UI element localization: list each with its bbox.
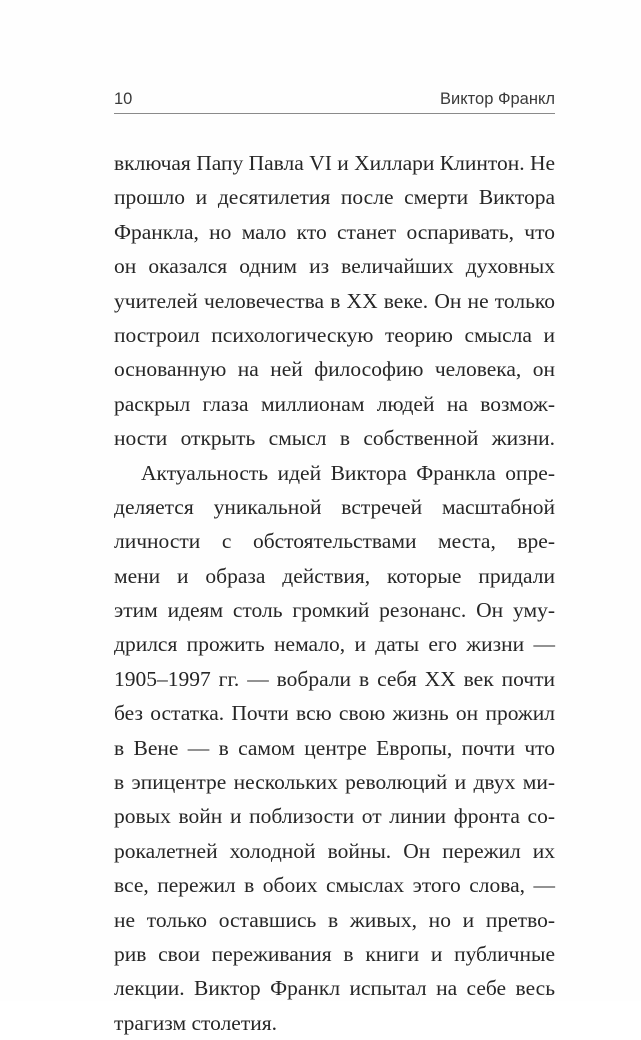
text-line: он оказался одним из величайших духовных (114, 254, 555, 279)
text-line: ровых войн и поблизости от линии фронта со- (114, 804, 555, 829)
text-line: рокалетней холодной войны. Он пережил их (114, 838, 555, 863)
text-line: в эпицентре нескольких революций и двух ми- (114, 770, 555, 795)
page-number: 10 (114, 90, 133, 108)
text-line: лекции. Виктор Франкл испытал на себе весь (114, 976, 555, 1001)
text-line: дрился прожить немало, и даты его жизни — (114, 632, 555, 657)
running-head (114, 86, 555, 114)
body-text (114, 146, 555, 1040)
text-line: не только оставшись в живых, но и претво- (114, 907, 555, 932)
text-line: Франкла, но мало кто станет оспаривать, что (114, 219, 555, 244)
paragraph-1 (114, 146, 555, 456)
running-title: Виктор Франкл (440, 90, 555, 108)
text-line: этим идеям столь громкий резонанс. Он уму- (114, 598, 555, 623)
text-line: деляется уникальной встречей масштабной (114, 494, 555, 519)
text-line: в Вене — в самом центре Европы, почти что (114, 735, 555, 760)
text-line: основанную на ней философию человека, он (114, 357, 555, 382)
text-line: трагизм столетия. (114, 1010, 278, 1035)
text-line: без остатка. Почти всю свою жизнь он прожил (114, 701, 555, 726)
text-line: рив свои переживания в книги и публичные (114, 941, 555, 966)
text-line: раскрыл глаза миллионам людей на возмож- (114, 391, 555, 416)
paragraph-2 (114, 456, 555, 1040)
text-line: личности с обстоятельствами места, вре- (114, 529, 555, 554)
text-line: все, пережил в обоих смыслах этого слова, — (114, 873, 555, 898)
text-line: Актуальность идей Виктора Франкла опре- (141, 460, 555, 485)
text-line: построил психологическую теорию смысла и (114, 322, 555, 347)
text-line: 1905–1997 гг. — вобрали в себя XX век почти (114, 666, 555, 691)
text-line: включая Папу Павла VI и Хиллари Клинтон. Не (114, 151, 556, 175)
text-line: прошло и десятилетия после смерти Виктора (114, 185, 555, 210)
text-line: учителей человечества в XX веке. Он не только (114, 288, 555, 313)
text-line: мени и образа действия, которые придали (114, 563, 555, 588)
text-line: ности открыть смысл в собственной жизни. (114, 426, 555, 451)
